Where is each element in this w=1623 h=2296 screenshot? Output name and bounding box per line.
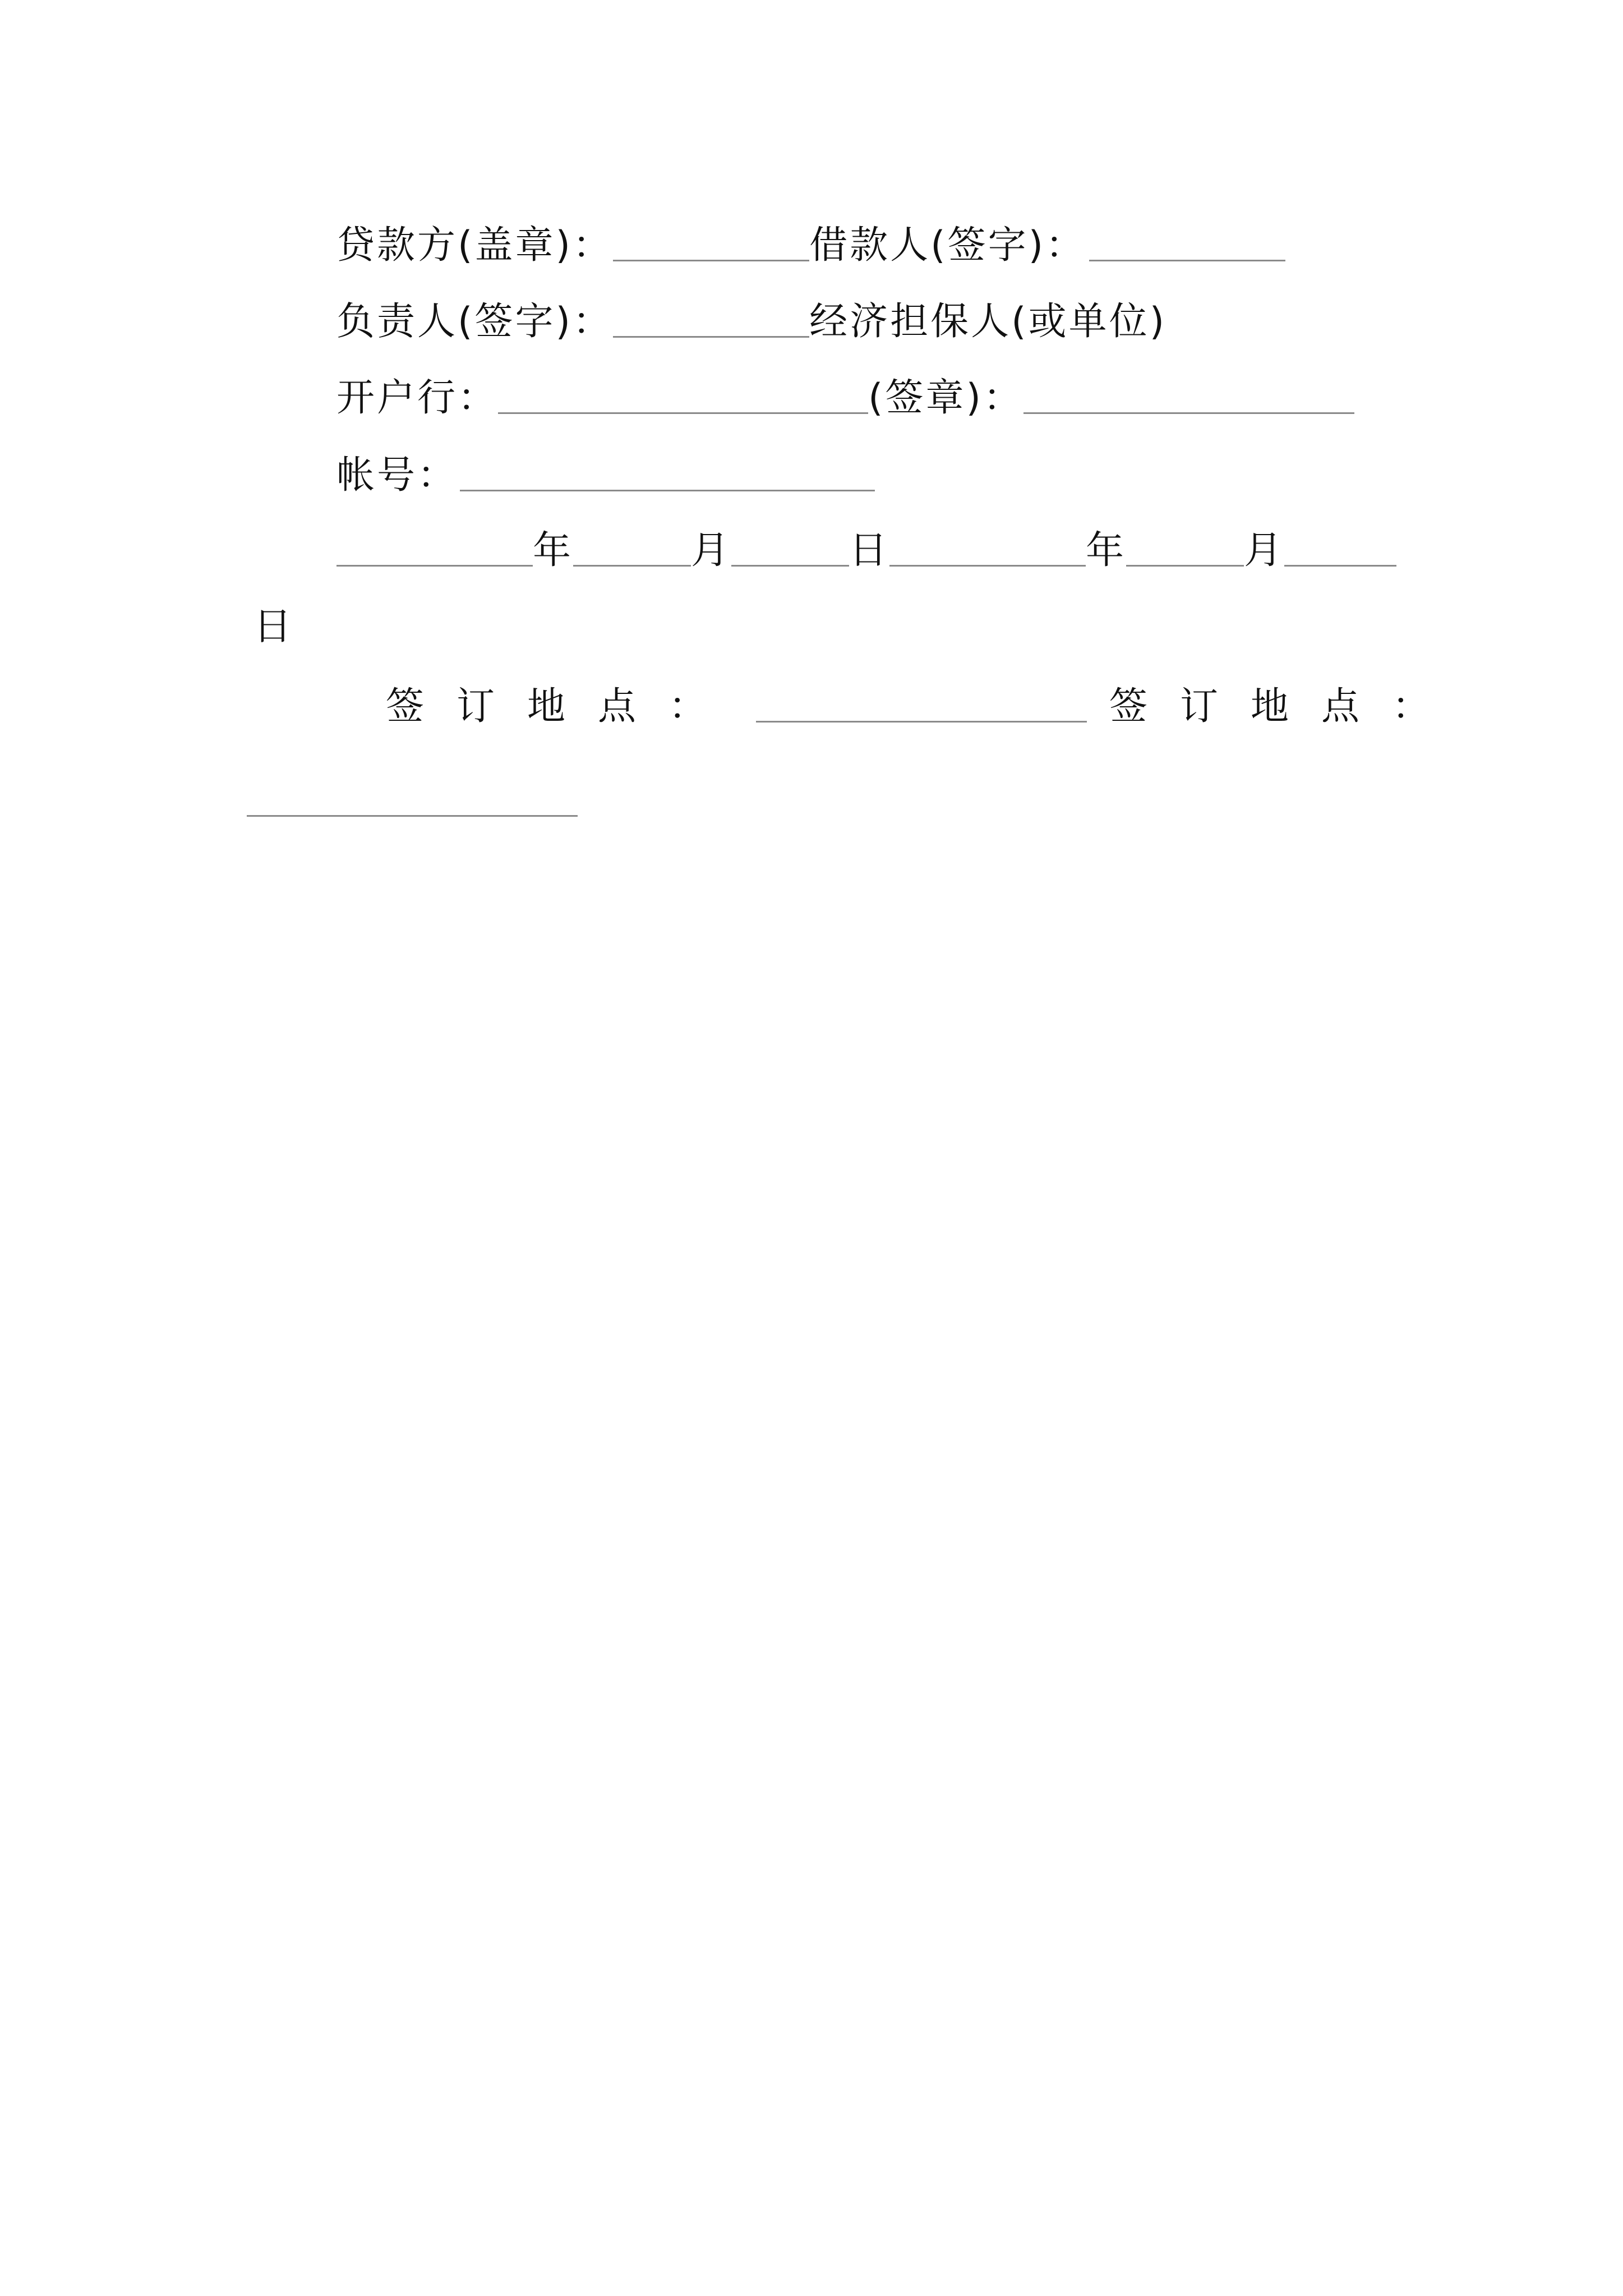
person-in-charge-label: 负责人(签字)： [336, 300, 614, 344]
day-blank-2[interactable] [1284, 542, 1396, 567]
year-blank-1[interactable] [336, 542, 533, 567]
signature-line-lender-borrower [336, 218, 1285, 274]
signing-place-line-continued [247, 773, 578, 829]
year-label-1: 年 [533, 528, 574, 573]
date-line-continued [253, 599, 294, 655]
year-blank-2[interactable] [889, 542, 1086, 567]
month-blank-1[interactable] [573, 542, 691, 567]
guarantor-seal-label: (签章)： [868, 376, 1024, 420]
account-label: 帐号： [336, 453, 458, 498]
signing-place-blank-1[interactable] [756, 698, 1087, 723]
borrower-signature-blank[interactable] [1089, 237, 1285, 261]
signing-place-label-1: 签订地点： [386, 684, 740, 729]
lender-seal-blank[interactable] [613, 237, 809, 261]
bank-label: 开户行： [336, 376, 499, 420]
bank-blank[interactable] [498, 390, 868, 414]
guarantor-seal-blank[interactable] [1023, 390, 1354, 414]
month-label-2: 月 [1244, 528, 1285, 573]
month-label-1: 月 [691, 528, 732, 573]
year-label-2: 年 [1086, 528, 1127, 573]
account-line [336, 448, 875, 504]
lender-seal-label: 贷款方(盖章)： [336, 223, 614, 268]
signature-line-person-guarantor [336, 294, 1166, 350]
bank-line [336, 370, 1354, 426]
date-line [336, 523, 1396, 579]
signing-place-line [386, 679, 1463, 735]
month-blank-2[interactable] [1126, 542, 1244, 567]
guarantor-label: 经济担保人(或单位) [809, 300, 1167, 344]
signing-place-label-2: 签订地点： [1109, 684, 1463, 729]
person-in-charge-blank[interactable] [613, 314, 809, 338]
borrower-signature-label: 借款人(签字)： [809, 223, 1086, 268]
account-blank[interactable] [460, 467, 875, 491]
day-label-2: 日 [253, 605, 294, 649]
signing-place-blank-2[interactable] [247, 793, 578, 817]
day-label-1: 日 [849, 528, 890, 573]
day-blank-1[interactable] [731, 542, 849, 567]
